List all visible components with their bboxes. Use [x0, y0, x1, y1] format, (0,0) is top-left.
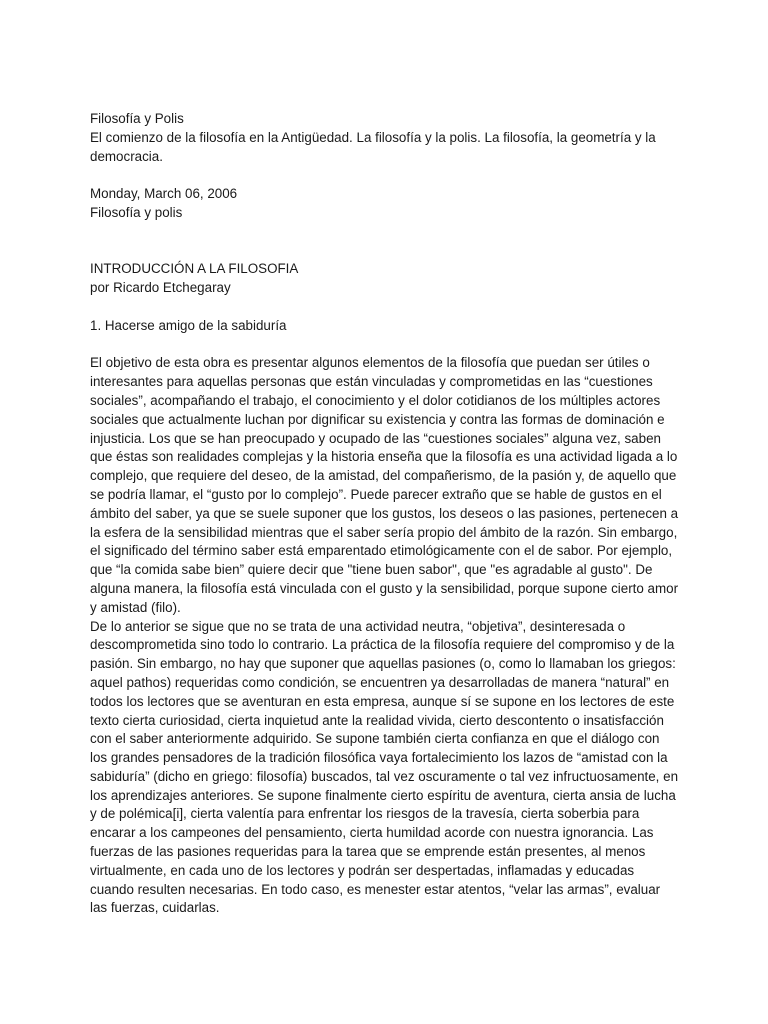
- post-header: [90, 185, 680, 223]
- section-title: 1. Hacerse amigo de la sabiduría: [90, 317, 287, 333]
- spacer: [90, 336, 680, 355]
- document-page: [90, 110, 680, 918]
- spacer: [90, 298, 680, 317]
- spacer: [90, 223, 680, 261]
- site-title: Filosofía y Polis: [90, 111, 184, 126]
- paragraph: De lo anterior se sigue que no se trata de una actividad neutra, “objetiva”, desinteresada o descomprometida sino todo lo contrario. La práctica de la filosofía requiere del compromiso y de la pasión. Sin embargo, no hay que suponer que aquellas pasiones (o, como lo llamaban los griegos: aquel pathos) requeridas como condición, se encuentren ya desarrolladas de manera “natural” en todos los lectores que se aventuran en esta empresa, aunque sí se supone en los lectores de este texto cierta curiosidad, cierta inquietud ante la realidad vivida, cierto descontento o insatisfacción con el saber anteriormente adquirido. Se supone también cierta confianza en que el diálogo con los grandes pensadores de la tradición filosófica vaya fortalecimiento los lazos de “amistad con la sabiduría” (dicho en griego: filosofía) buscados, tal vez oscuramente o tal vez infructuosamente, en los aprendizajes anteriores. Se supone finalmente cierto espíritu de aventura, cierta ansia de lucha y de polémica[i], cierta valentía para enfrentar los riesgos de la travesía, cierta soberbia para encarar a los campeones del pensamiento, cierta humildad acorde con nuestra ignorancia. Las fuerzas de las pasiones requeridas para la tarea que se emprende están presentes, al menos virtualmente, en cada uno de los lectores y podrán ser despertadas, inflamadas y educadas cuando resulten necesarias. En todo caso, es menester estar atentos, “velar las armas”, evaluar las fuerzas, cuidarlas.: [90, 618, 679, 916]
- article-body: [90, 354, 680, 918]
- article-heading: INTRODUCCIÓN A LA FILOSOFIA: [90, 261, 299, 277]
- article-header: [90, 260, 680, 298]
- post-date: Monday, March 06, 2006: [90, 186, 238, 202]
- post-title: Filosofía y polis: [90, 204, 183, 220]
- paragraph: El objetivo de esta obra es presentar algunos elementos de la filosofía que puedan ser útiles o interesantes para aquellas personas que están vinculadas y comprometidas en las “cuestiones sociales”, acompañando el trabajo, el conocimiento y el dolor cotidianos de los múltiples actores sociales que actualmente luchan por dignificar su existencia y contra las formas de dominación e injusticia. Los que se han preocupado y ocupado de las “cuestiones sociales” alguna vez, saben que éstas son realidades complejas y la historia enseña que la filosofía es una actividad ligada a lo complejo, que requiere del deseo, de la amistad, del compañerismo, de la pasión y, de aquello que se podría llamar, el “gusto por lo complejo”. Puede parecer extraño que se hable de gustos en el ámbito del saber, ya que se suele suponer que los gustos, los deseos o las pasiones, pertenecen a la esfera de la sensibilidad mientras que el saber sería propio del ámbito de la razón. Sin embargo, el significado del término saber está emparentado etimológicamente con el de sabor. Por ejemplo, que “la comida sabe bien” quiere decir que "tiene buen sabor", que "es agradable al gusto". De alguna manera, la filosofía está vinculada con el gusto y la sensibilidad, porque supone cierto amor y amistad (filo).: [90, 355, 679, 615]
- blog-header: [90, 110, 680, 166]
- section-header: [90, 317, 680, 336]
- site-description: El comienzo de la filosofía en la Antigüedad. La filosofía y la polis. La filosofía, la geometría y la democracia.: [90, 129, 656, 164]
- spacer: [90, 166, 680, 185]
- article-author: por Ricardo Etchegaray: [90, 280, 231, 296]
